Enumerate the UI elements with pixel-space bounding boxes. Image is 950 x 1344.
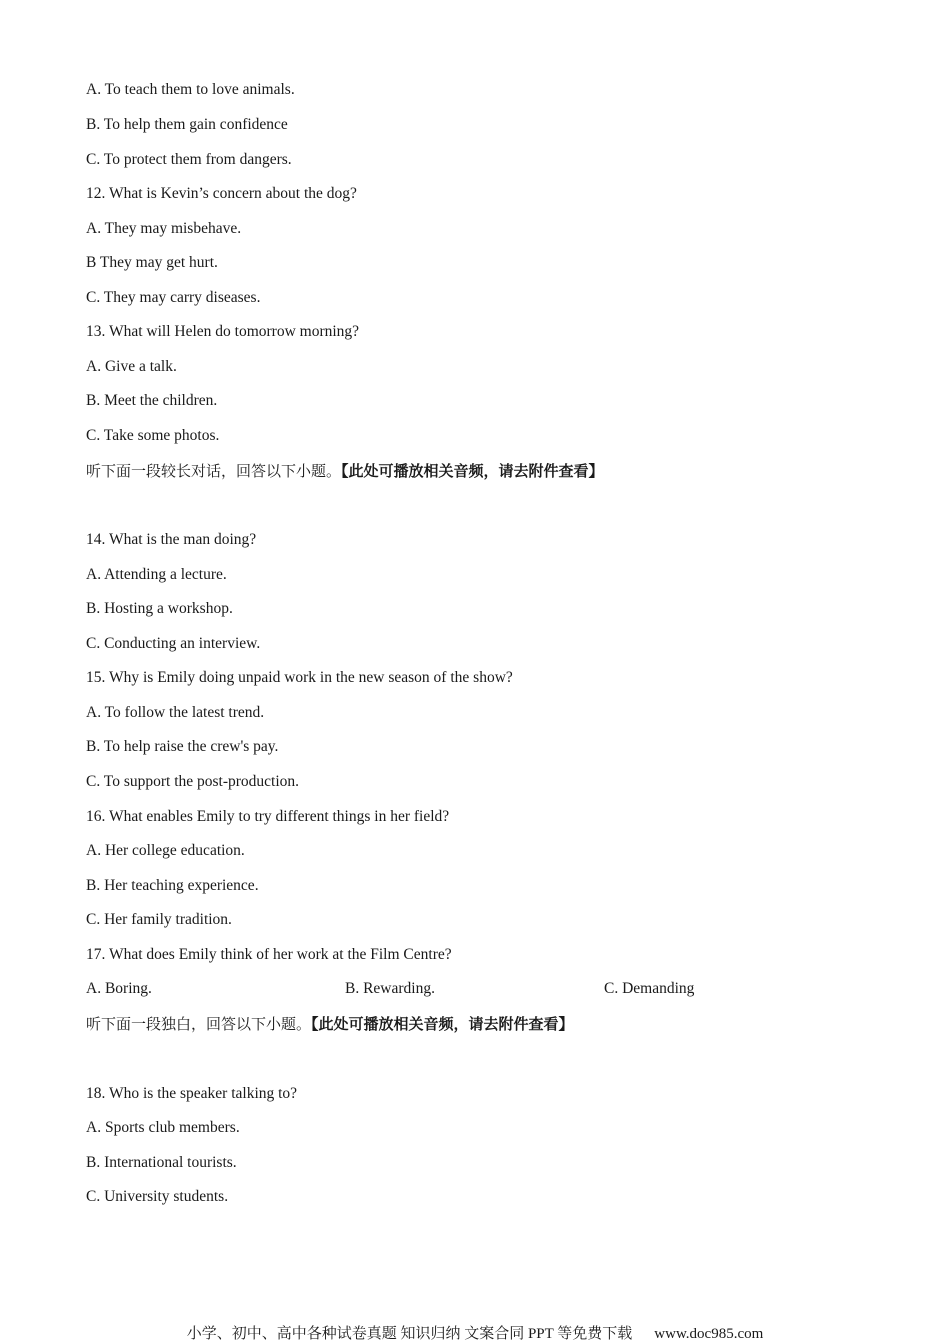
- option-16a: A. Her college education.: [86, 842, 245, 859]
- option-17c: C. Demanding: [604, 980, 695, 997]
- question-12: 12. What is Kevin’s concern about the dog?: [86, 185, 357, 202]
- audio-note: 【此处可播放相关音频，请去附件查看】: [341, 462, 604, 480]
- question-17: 17. What does Emily think of her work at the Film Centre?: [86, 946, 452, 963]
- option-14b: B. Hosting a workshop.: [86, 600, 233, 617]
- option-16c: C. Her family tradition.: [86, 911, 232, 928]
- option-12b: B They may get hurt.: [86, 254, 218, 271]
- question-17-options: [86, 979, 786, 999]
- instruction-text: 听下面一段独白，回答以下小题。: [86, 1015, 312, 1033]
- option-15a: A. To follow the latest trend.: [86, 704, 265, 721]
- option-11c: C. To protect them from dangers.: [86, 151, 292, 168]
- footer-url[interactable]: www.doc985.com: [654, 1326, 764, 1342]
- footer-text: 小学、初中、高中各种试卷真题 知识归纳 文案合同 PPT 等免费下载: [186, 1326, 633, 1342]
- page-footer: [0, 1324, 950, 1344]
- section-instruction-monologue: [86, 1014, 574, 1034]
- question-13: 13. What will Helen do tomorrow morning?: [86, 323, 360, 340]
- option-17b: B. Rewarding.: [345, 980, 435, 997]
- option-13a: A. Give a talk.: [86, 358, 177, 375]
- option-18a: A. Sports club members.: [86, 1119, 240, 1136]
- option-15b: B. To help raise the crew's pay.: [86, 738, 279, 755]
- option-11b: B. To help them gain confidence: [86, 116, 288, 133]
- option-17a: A. Boring.: [86, 980, 152, 997]
- question-15: 15. Why is Emily doing unpaid work in the new season of the show?: [86, 669, 513, 686]
- option-11a: A. To teach them to love animals.: [86, 81, 295, 98]
- option-12a: A. They may misbehave.: [86, 220, 242, 237]
- option-13b: B. Meet the children.: [86, 392, 218, 409]
- question-16: 16. What enables Emily to try different things in her field?: [86, 808, 450, 825]
- option-18b: B. International tourists.: [86, 1154, 237, 1171]
- question-18: 18. Who is the speaker talking to?: [86, 1085, 298, 1102]
- option-12c: C. They may carry diseases.: [86, 289, 261, 306]
- option-18c: C. University students.: [86, 1188, 229, 1205]
- instruction-text: 听下面一段较长对话，回答以下小题。: [86, 462, 342, 480]
- option-14a: A. Attending a lecture.: [86, 566, 227, 583]
- option-14c: C. Conducting an interview.: [86, 635, 261, 652]
- option-16b: B. Her teaching experience.: [86, 877, 259, 894]
- option-15c: C. To support the post-production.: [86, 773, 300, 790]
- section-instruction-dialogue: [86, 461, 604, 481]
- question-14: 14. What is the man doing?: [86, 531, 257, 548]
- option-13c: C. Take some photos.: [86, 427, 220, 444]
- audio-note: 【此处可播放相关音频，请去附件查看】: [311, 1015, 574, 1033]
